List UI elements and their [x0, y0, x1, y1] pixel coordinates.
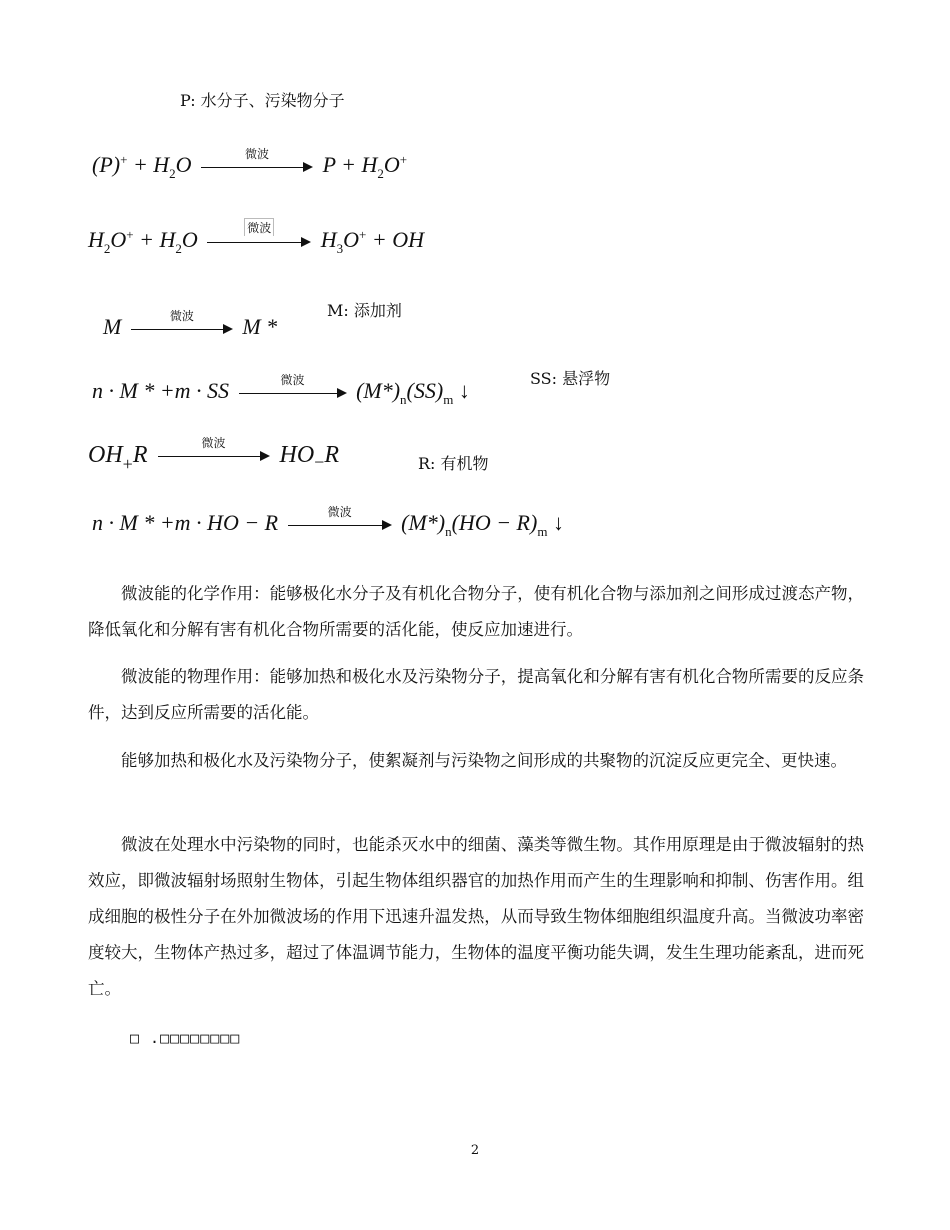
legend-r: R: 有机物 — [418, 454, 489, 473]
equation-3: M 微波 M * — [103, 308, 278, 339]
paragraph-chemical-effect: 微波能的化学作用：能够极化水分子及有机化合物分子，使有机化合物与添加剂之间形成过渡态产物，降低氧化和分解有害有机化合物所需要的活化能，使反应加速进行。 — [88, 584, 864, 639]
precipitate-arrow-icon: ↓ — [458, 378, 470, 403]
equation-1: $(P)^+ + H_2O$ 微波 $P + H_2O^+$ — [92, 146, 408, 181]
legend-p: P: 水分子、污染物分子 — [180, 91, 345, 110]
reaction-arrow: 微波 — [288, 515, 392, 535]
reaction-arrow: 微波 — [207, 232, 311, 252]
section-heading-garbled: □ .□□□□□□□□ — [130, 1029, 241, 1047]
equation-2: $H_2O^+ + H_2O$ 微波 $H_3O^+$ + OH — [88, 227, 424, 257]
paragraph-flocculation: 能够加热和极化水及污染物分子，使絮凝剂与污染物之间形成的共聚物的沉淀反应更完全、更快速。 — [121, 751, 847, 770]
paragraph-physical-effect: 微波能的物理作用：能够加热和极化水及污染物分子，提高氧化和分解有害有机化合物所需要的反应条件，达到反应所需要的活化能。 — [88, 667, 864, 722]
paragraph-sterilization: 微波在处理水中污染物的同时，也能杀灭水中的细菌、藻类等微生物。其作用原理是由于微波辐射的热效应，即微波辐射场照射生物体，引起生物体组织器官的加热作用而产生的生理影响和抑制、伤害作用。组成细胞的极性分子在外加微波场的作用下迅速升温发热，从而导致生物体细胞组织温度升高。当微波功率密度较大，生物体产热过多，超过了体温调节能力，生物体的温度平衡功能失调，发生生理功能紊乱，进而死亡。 — [88, 835, 864, 998]
reaction-arrow: 微波 — [201, 157, 313, 177]
equation-4: n · M * +m · SS 微波 $(M*)_n(SS)_m$ ↓ — [92, 372, 470, 407]
reaction-arrow: 微波 — [239, 383, 347, 403]
equation-6: n · M * +m · HO − R 微波 $(M*)_n(HO - R)_m$ ↓ — [92, 504, 564, 539]
equation-5: $OH_+R$ 微波 $HO_-R$ — [88, 436, 339, 474]
legend-m: M: 添加剂 — [327, 301, 402, 320]
page-number: 2 — [470, 1143, 480, 1158]
reaction-arrow: 微波 — [158, 446, 270, 466]
precipitate-arrow-icon: ↓ — [552, 510, 564, 535]
reaction-arrow: 微波 — [131, 319, 233, 339]
legend-ss: SS: 悬浮物 — [530, 369, 611, 388]
